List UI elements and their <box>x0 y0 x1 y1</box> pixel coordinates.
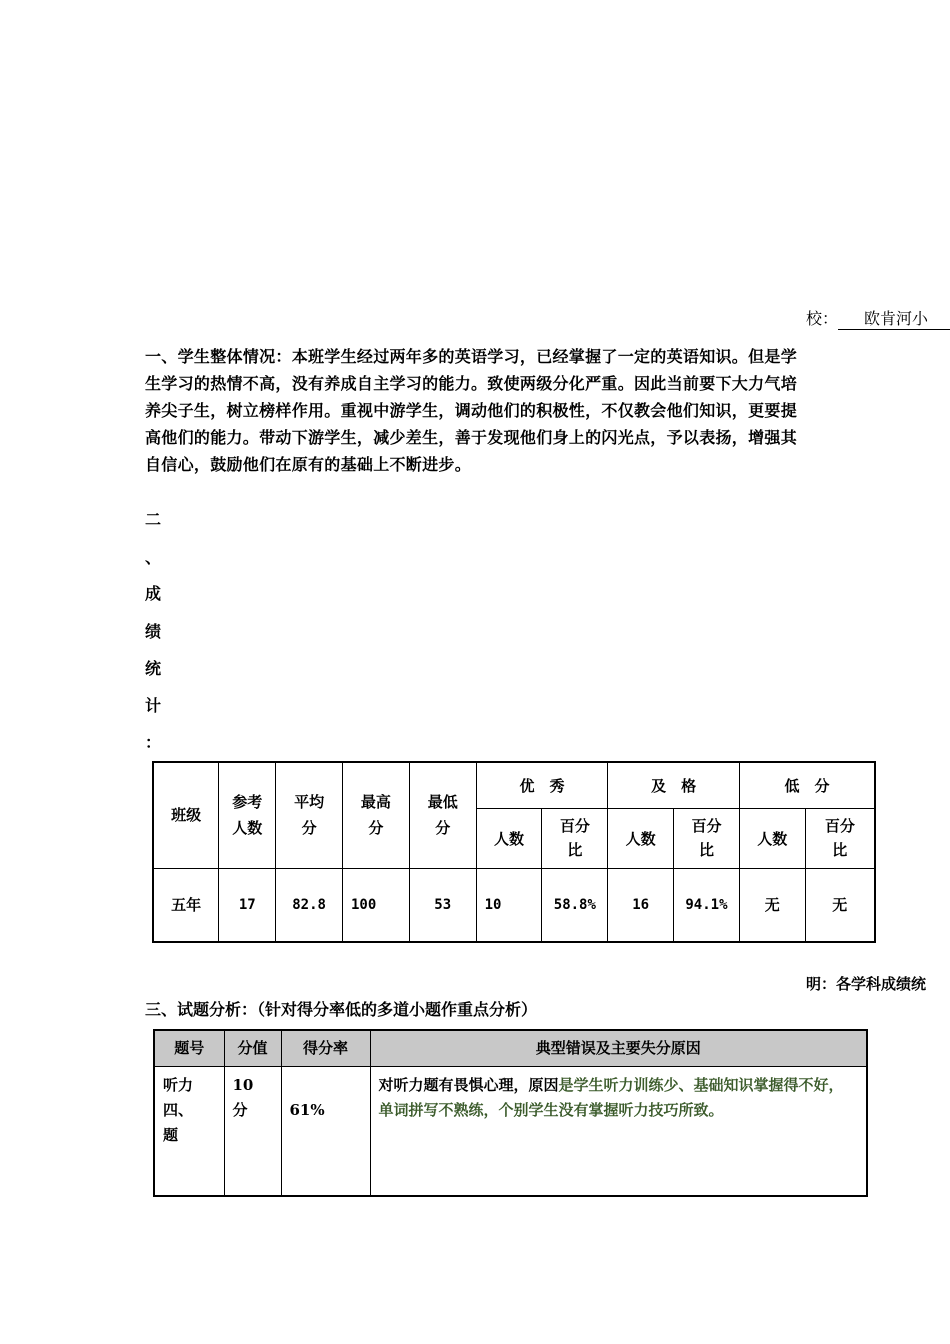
header-score-rate: 得分率 <box>281 1030 370 1067</box>
cell-score-value: 10分 <box>224 1067 281 1197</box>
cell-lowest: 53 <box>409 868 476 942</box>
cell-question-number: 听力四、题 <box>154 1067 224 1197</box>
cell-excellent-percent: 58.8% <box>542 868 608 942</box>
score-statistics-table <box>152 761 876 943</box>
cell-average: 82.8 <box>276 868 343 942</box>
table-note: 明：各学科成绩统 <box>806 975 927 993</box>
header-question-number: 题号 <box>154 1030 224 1067</box>
section2-char: 计 <box>145 696 162 715</box>
cell-low-percent: 无 <box>805 868 875 942</box>
section2-char: ： <box>145 733 162 752</box>
section1-paragraph: 一、学生整体情况：本班学生经过两年多的英语学习，已经掌握了一定的英语知识。但是学生学习的热情不高，没有养成自主学习的能力。致使两级分化严重。因此当前要下大力气培养尖子生，树立榜样作用。重视中游学生，调动他们的积极性，不仅教会他们知识，更要提高他们的能力。带动下游学生，减少差生，善于发现他们身上的闪光点，予以表扬，增强其自信心，鼓励他们在原有的基础上不断进步。 <box>145 347 798 474</box>
header-participants: 参考人数 <box>219 762 276 868</box>
header-excellent: 优 秀 <box>476 762 608 808</box>
header-highest: 最高分 <box>343 762 410 868</box>
section3-title: 三、试题分析：（针对得分率低的多道小题作重点分析） <box>145 1000 538 1019</box>
school-value: 欧肯河小 <box>838 306 950 330</box>
header-pass-percent: 百分比 <box>674 808 740 868</box>
cell-score-rate: 61% <box>281 1067 370 1197</box>
section2-char: 成 <box>145 584 162 603</box>
header-pass: 及 格 <box>608 762 740 808</box>
header-excellent-count: 人数 <box>476 808 542 868</box>
header-score-value: 分值 <box>224 1030 281 1067</box>
cell-error-analysis: 对听力题有畏惧心理，原因是学生听力训练少、基础知识掌握得不好，单词拼写不熟练，个别学生没有掌握听力技巧所致。 <box>370 1067 867 1197</box>
header-excellent-percent: 百分比 <box>542 808 608 868</box>
section2-char: 统 <box>145 659 162 678</box>
cell-highest: 100 <box>343 868 410 942</box>
question-analysis-table <box>153 1029 868 1197</box>
header-low: 低 分 <box>739 762 875 808</box>
section2-char: 、 <box>145 548 162 567</box>
header-low-percent: 百分比 <box>805 808 875 868</box>
section2-char: 绩 <box>145 622 162 641</box>
school-label: 校： <box>806 309 839 328</box>
header-pass-count: 人数 <box>608 808 674 868</box>
header-error-analysis: 典型错误及主要失分原因 <box>370 1030 867 1067</box>
section2-char: 二 <box>145 510 162 529</box>
cell-pass-percent: 94.1% <box>674 868 740 942</box>
cell-class: 五年 <box>153 868 219 942</box>
header-low-count: 人数 <box>739 808 805 868</box>
cell-low-count: 无 <box>739 868 805 942</box>
cell-excellent-count: 10 <box>476 868 542 942</box>
header-lowest: 最低分 <box>409 762 476 868</box>
cell-participants: 17 <box>219 868 276 942</box>
school-field <box>806 306 950 330</box>
cell-pass-count: 16 <box>608 868 674 942</box>
header-average: 平均分 <box>276 762 343 868</box>
header-class: 班级 <box>153 762 219 868</box>
